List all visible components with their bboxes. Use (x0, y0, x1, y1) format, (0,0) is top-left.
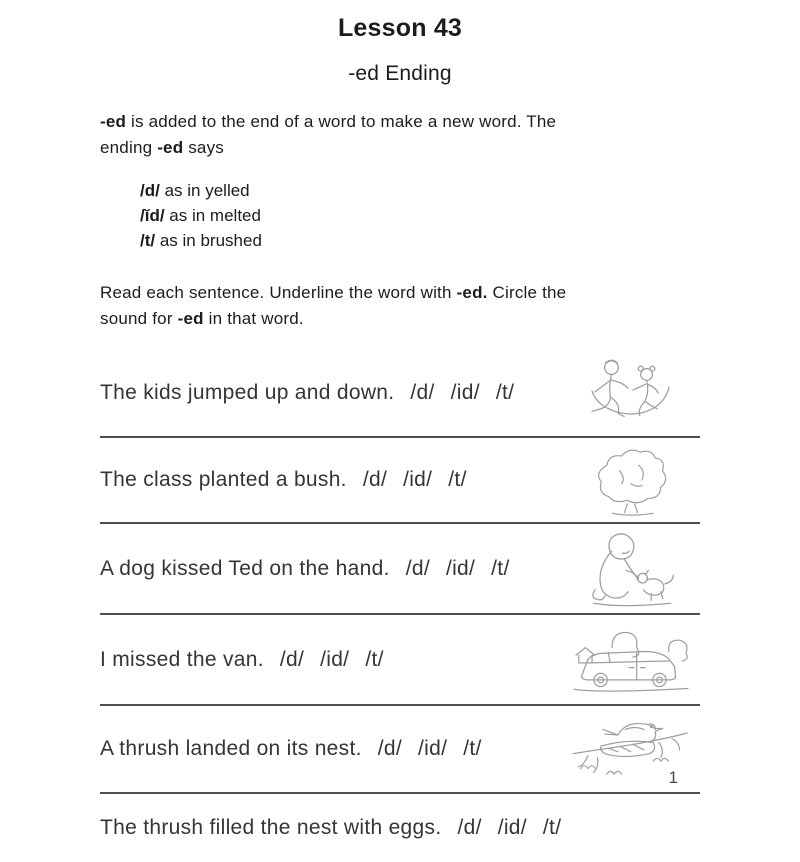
phoneme-symbol-id: /ĭd/ (140, 206, 165, 225)
sound-option-id: /id/ (445, 556, 476, 580)
minivan-icon (563, 623, 698, 697)
sound-option-d: /d/ (457, 816, 482, 839)
sentence-row-2 (100, 438, 700, 524)
sound-option-d: /d/ (279, 647, 305, 671)
instructions-ed-bold-2: -ed (177, 309, 204, 328)
phoneme-example-t: as in brushed (159, 231, 262, 250)
phoneme-list (140, 178, 700, 253)
boy-with-dog-icon (578, 528, 683, 610)
phoneme-example-d: as in yelled (164, 181, 250, 200)
instructions-text-3: sound for (100, 309, 178, 328)
sound-option-id: /id/ (403, 468, 433, 491)
sound-option-id: /id/ (417, 737, 448, 760)
intro-text-2: ending (100, 138, 158, 157)
sound-option-t: /t/ (542, 816, 562, 839)
intro-text-3: says (183, 138, 224, 157)
sentence-row-1 (100, 349, 700, 438)
sound-option-t: /t/ (463, 737, 482, 760)
sentence-2: The class planted a bush. (100, 468, 347, 491)
sentence-text-6 (100, 816, 700, 840)
worksheet-content (100, 8, 700, 862)
page-number: 1 (668, 768, 678, 787)
phoneme-symbol-t: /t/ (140, 231, 156, 250)
sound-option-t: /t/ (491, 556, 510, 580)
sound-option-d: /d/ (362, 468, 388, 491)
kids-jumping-rope-illustration (560, 354, 700, 432)
phoneme-item-t (140, 228, 700, 253)
intro-ed-bold: -ed (100, 112, 127, 131)
sound-option-d: /d/ (377, 737, 402, 760)
sentence-5: A thrush landed on its nest. (100, 737, 362, 760)
sentence-rows (100, 349, 700, 862)
instructions-text-4: in that word. (203, 309, 304, 328)
sound-option-d: /d/ (410, 380, 435, 404)
instructions-text-2: Circle the (487, 283, 567, 302)
boy-with-dog-illustration (560, 528, 700, 610)
sentence-row-4 (100, 615, 700, 706)
sentence-row-6 (100, 794, 700, 862)
sound-option-t: /t/ (365, 647, 384, 671)
phoneme-example-id: as in melted (169, 206, 261, 225)
intro-paragraph (100, 109, 700, 161)
bush-illustration (560, 443, 700, 517)
phoneme-item-d (140, 178, 700, 203)
sound-option-id: /id/ (320, 647, 350, 671)
lesson-title: Lesson 43 (337, 14, 463, 42)
intro-text-1: is added to the end of a word to make a new word. The (126, 112, 557, 131)
sentence-text-3 (100, 557, 560, 581)
minivan-illustration (560, 623, 700, 697)
sentence-text-4 (100, 648, 560, 672)
intro-ed-bold-2: -ed (157, 138, 184, 157)
sentence-text-1 (100, 381, 560, 405)
bush-icon (583, 443, 678, 517)
sentence-text-2 (100, 468, 560, 492)
sound-option-t: /t/ (448, 468, 467, 491)
phoneme-item-id (140, 203, 700, 228)
sound-option-d: /d/ (405, 556, 430, 580)
kids-jumping-rope-icon (573, 354, 688, 432)
sound-option-t: /t/ (495, 380, 515, 404)
sentence-text-5 (100, 737, 560, 761)
phoneme-symbol-d: /d/ (140, 181, 160, 200)
instructions-paragraph (100, 280, 700, 332)
sentence-row-3 (100, 524, 700, 615)
sound-option-id: /id/ (450, 380, 480, 404)
instructions-ed-bold: -ed. (456, 283, 488, 302)
thrush-on-nest-illustration (560, 707, 700, 791)
sentence-6: The thrush filled the nest with eggs. (100, 816, 442, 839)
sentence-row-5 (100, 706, 700, 794)
sentence-4: I missed the van. (100, 647, 264, 671)
instructions-text-1: Read each sentence. Underline the word with (100, 283, 457, 302)
lesson-subtitle: -ed Ending (348, 62, 452, 85)
sentence-1: The kids jumped up and down. (100, 380, 395, 404)
sound-option-id: /id/ (497, 816, 527, 839)
sentence-3: A dog kissed Ted on the hand. (100, 556, 390, 580)
